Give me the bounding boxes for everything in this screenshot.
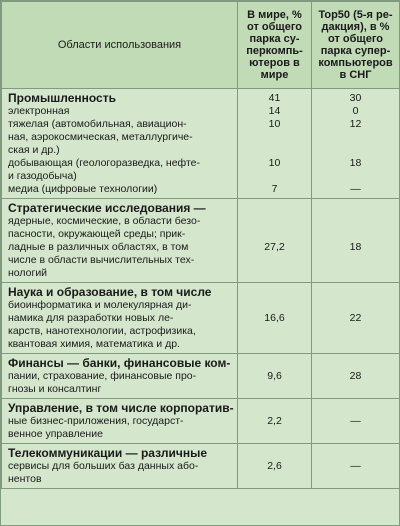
cis-share-cell-value: 0	[352, 105, 359, 117]
area-text-line: ская и др.)	[8, 144, 60, 156]
world-share-cell-value	[238, 170, 311, 183]
header-cis-line: от общего	[328, 33, 383, 45]
area-heading: Стратегические исследования —	[8, 201, 206, 215]
world-share-cell	[238, 444, 312, 489]
area-text-line: гнозы и консалтинг	[8, 383, 102, 395]
cis-share-cell-value	[312, 144, 399, 157]
cis-share-cell-value	[312, 447, 399, 460]
cis-share-cell-value	[312, 228, 399, 241]
area-text-line: карств, нанотехнологии, астрофизика,	[8, 325, 196, 337]
area-text-line: намика для разработки новых ле-	[8, 312, 174, 324]
area-text-line: ядерные, космические, в области безо-	[8, 215, 201, 227]
world-share-cell-value: 27,2	[264, 241, 285, 253]
cis-share-cell	[312, 283, 400, 354]
area-text-line: тяжелая (автомобильная, авиацион-	[8, 118, 187, 130]
world-share-cell-value	[238, 286, 311, 299]
area-text-line: квантовая химия, математика и др.	[8, 338, 180, 350]
world-share-cell-value: 2,2	[267, 415, 282, 427]
cis-share-cell-value	[312, 215, 399, 228]
area-heading: Наука и образование, в том числе	[8, 285, 212, 299]
cis-share-cell	[312, 399, 400, 444]
area-label-cell	[2, 89, 238, 199]
area-text-line: медиа (цифровые технологии)	[8, 183, 158, 195]
cis-share-cell-value	[312, 299, 399, 312]
cis-share-cell-value: 18	[349, 157, 362, 169]
world-share-cell-value	[238, 447, 311, 460]
area-label-cell	[2, 444, 238, 489]
header-world	[238, 2, 312, 89]
world-share-cell	[238, 354, 312, 399]
cis-share-cell-value	[312, 402, 399, 415]
header-world-line: перкомпь-	[246, 45, 303, 57]
world-share-cell-value	[238, 131, 311, 144]
header-cis	[312, 2, 400, 89]
table-row	[2, 199, 400, 283]
world-share-cell-value: 41	[268, 92, 281, 104]
area-heading: Управление, в том числе корпоратив-	[8, 401, 234, 415]
header-cis-line: в СНГ	[339, 69, 372, 81]
world-share-cell-value: 10	[268, 157, 281, 169]
area-label-cell	[2, 354, 238, 399]
area-label-cell	[2, 199, 238, 283]
area-label-cell	[2, 283, 238, 354]
area-heading: Финансы — банки, финансовые ком-	[8, 356, 231, 370]
table-row	[2, 354, 400, 399]
area-text-line: сервисы для больших баз данных або-	[8, 460, 199, 472]
header-world-line: В мире, %	[247, 9, 302, 21]
cis-share-cell-value: 18	[349, 241, 362, 253]
world-share-cell-value: 10	[268, 118, 281, 130]
area-heading: Телекоммуникации — различные	[8, 446, 208, 460]
cis-share-cell	[312, 444, 400, 489]
cis-share-cell-value: —	[350, 460, 361, 472]
world-share-cell	[238, 199, 312, 283]
cis-share-cell-value	[312, 357, 399, 370]
cis-share-cell	[312, 89, 400, 199]
cis-share-cell-value: 28	[349, 370, 362, 382]
cis-share-cell-value	[312, 202, 399, 215]
header-areas: Области использования	[2, 2, 238, 89]
area-text-line: ладные в различных областях, в том	[8, 241, 189, 253]
area-text-line: и газодобыча)	[8, 170, 77, 182]
area-text-line: биоинформатика и молекулярная ди-	[8, 299, 192, 311]
world-share-cell	[238, 283, 312, 354]
cis-share-cell-value	[312, 170, 399, 183]
world-share-cell-value	[238, 228, 311, 241]
header-row	[2, 2, 400, 89]
header-cis-line: дакция), в %	[321, 21, 390, 33]
area-text-line: добывающая (геологоразведка, нефте-	[8, 157, 200, 169]
table-row	[2, 399, 400, 444]
area-label-cell	[2, 399, 238, 444]
world-share-cell-value: 9,6	[267, 370, 282, 382]
world-share-cell	[238, 89, 312, 199]
area-text-line: ная, аэрокосмическая, металлургиче-	[8, 131, 193, 143]
area-text-line: числе в области вычислительных тех-	[8, 254, 195, 266]
cis-share-cell-value: 12	[349, 118, 362, 130]
header-world-line: парка су-	[249, 33, 300, 45]
header-world-line: от общего	[247, 21, 302, 33]
area-text-line: венное управление	[8, 428, 103, 440]
usage-table	[1, 1, 400, 489]
cis-share-cell-value: —	[350, 183, 361, 195]
world-share-cell-value	[238, 215, 311, 228]
cis-share-cell	[312, 199, 400, 283]
area-text-line: ные бизнес-приложения, государст-	[8, 415, 184, 427]
cis-share-cell-value	[312, 286, 399, 299]
area-text-line: пасности, окружающей среды; прик-	[8, 228, 186, 240]
world-share-cell-value	[238, 357, 311, 370]
world-share-cell-value	[238, 299, 311, 312]
header-cis-line: парка супер-	[320, 45, 391, 57]
header-world-line: мире	[260, 69, 289, 81]
area-text-line: нологий	[8, 267, 48, 279]
world-share-cell-value: 7	[271, 183, 278, 195]
header-world-line: ютеров в	[249, 57, 300, 69]
world-share-cell-value: 2,6	[267, 460, 282, 472]
header-cis-line: Top50 (5-я ре-	[318, 9, 393, 21]
table-row	[2, 283, 400, 354]
world-share-cell	[238, 399, 312, 444]
world-share-cell-value: 14	[268, 105, 281, 117]
world-share-cell-value	[238, 144, 311, 157]
cis-share-cell-value: 22	[349, 312, 362, 324]
table-row	[2, 89, 400, 199]
area-heading: Промышленность	[8, 91, 116, 105]
cis-share-cell-value: 30	[349, 92, 362, 104]
area-text-line: электронная	[8, 105, 70, 117]
area-text-line: пании, страхование, финансовые про-	[8, 370, 197, 382]
world-share-cell-value	[238, 402, 311, 415]
world-share-cell-value: 16,6	[264, 312, 285, 324]
cis-share-cell-value	[312, 131, 399, 144]
area-text-line: нентов	[8, 473, 42, 485]
world-share-cell-value	[238, 202, 311, 215]
header-cis-line: компьютеров	[318, 57, 393, 69]
table-row	[2, 444, 400, 489]
cis-share-cell-value: —	[350, 415, 361, 427]
cis-share-cell	[312, 354, 400, 399]
